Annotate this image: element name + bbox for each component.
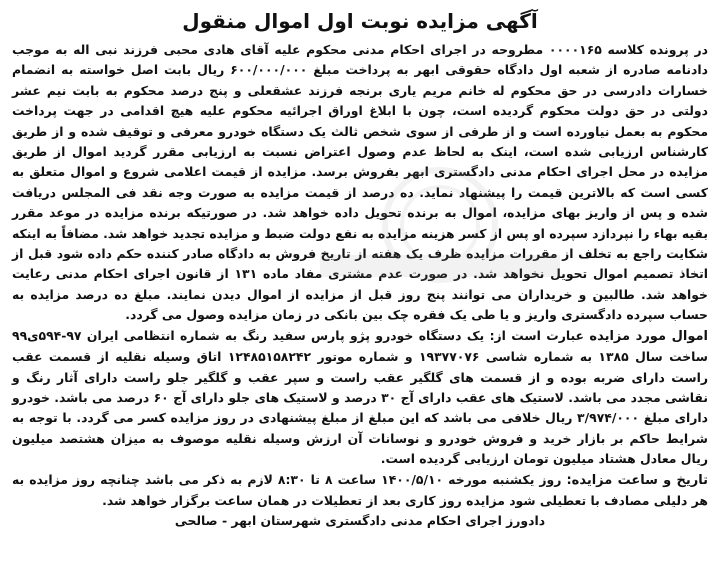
paragraph-lead: اموال مورد مزایده — [589, 328, 708, 344]
notice-body — [12, 40, 708, 511]
notice-title: آگهی مزایده نوبت اول اموال منقول — [182, 9, 538, 33]
paragraph-text: عبارت است از: یک دستگاه خودرو پژو پارس سفید رنگ به شماره انتظامی ایران ۹۷-۵۹۴ی۹۹ ساخت سال ۱۳۸۵ به شماره شاسی ۱۹۳۷۷۰۷۶ و شماره موتور ۱۲۴۸۵۱۵۸۲۴۲ اتاق وسیله نقلیه از قسمت عقب راست دارای ضربه بوده و از قسمت های گلگیر عقب راست و سپر عقب و گلگیر جلو راست دارای آثار رنگ و نقاشی مجدد می باشد. لاستیک های عقب دارای آج ۳۰ درصد و لاستیک های جلو دارای آج ۶۰ درصد می باشد. خودرو دارای مبلغ ۳/۹۷۴/۰۰۰ ریال خلافی می باشد که این مبلغ از مبلغ پیشنهادی در روز مزایده کسر می گردد. با توجه به شرایط حاکم بر بازار خرید و فروش خودرو و نوسانات آن ارزش وسیله نقلیه موصوف به میزان هشتصد میلیون ریال معادل هشتاد میلیون تومان ارزیابی گردیده است. — [12, 327, 708, 467]
notice-paragraph-property — [12, 326, 708, 470]
paragraph-text: روز یکشنبه مورخه ۱۴۰۰/۵/۱۰ ساعت ۸ تا ۸:۳۰ لازم به ذکر می باشد چنانچه روز مزایده به هر دلیلی مصادف با تعطیلی شود مزایده روز کاری بعد از تعطیلات در همان ساعت برگزار خواهد شد. — [12, 471, 708, 508]
paragraph-lead: تاریخ و ساعت مزایده: — [566, 472, 709, 488]
notice-paragraph-intro — [12, 40, 708, 326]
paragraph-text: در پرونده کلاسه ۰۰۰۰۱۶۵ مطروحه در اجرای احکام مدنی محکوم علیه آقای هادی محبی فرزند نبی اله به موجب دادنامه صادره از شعبه اول دادگاه حقوقی ابهر به پرداخت مبلغ ۶۰۰/۰۰۰/۰۰۰ ریال بابت اصل خواسته به انضمام خسارات دادرسی در حق محکوم له خانم مریم یاری برنجه فرزند عشقعلی و پنج درصد محکوم به بابت نیم عشر دولتی در حق دولت محکوم گردیده است، چون با ابلاغ اوراق اجرائیه محکوم علیه هیچ اقدامی در جهت پرداخت محکوم به بعمل نیاورده است و از طرفی از سوی شخص ثالث یک دستگاه خودرو معرفی و توقیف شده و از طریق کارشناس ارزیابی شده است، اینک به لحاظ عدم وصول اعتراض نسبت به ارزیابی مقرر گردید اموال از طریق مزایده در محل اجرای احکام مدنی دادگستری ابهر بفروش برسد. مزایده از قیمت اعلامی شروع و اموال متعلق به کسی است که بالاترین قیمت را پیشنهاد نماید. ده درصد از قیمت مزایده به صورت وجه نقد فی المجلس دریافت شده و پس از واریز بهای مزایده، اموال به برنده تحویل داده خواهد شد. در صورتیکه برنده مزایده در موعد مقرر بقیه بهاء را نپردازد سپرده او پس از کسر هزینه مزایده به نفع دولت ضبط و مزایده تجدید خواهد شد. مضافاً به اینکه شکایت راجع به تخلف از مقررات مزایده ظرف یک هفته از تاریخ فروش به دادگاه صادر کننده حکم داده شود قبل از اتخاذ تصمیم اموال تحویل نخواهد شد. در صورت عدم مشتری مفاد ماده ۱۳۱ از قانون اجرای احکام مدنی رعایت خواهد شد. طالبین و خریداران می توانند پنج روز قبل از مزایده از اموال دیدن نمایند. مبلغ ده درصد مزایده به حساب سپرده دادگستری واریز و یا طی یک فقره چک بین بانکی در زمان مزایده وصول می گردد. — [12, 42, 708, 323]
notice-paragraph-date — [12, 470, 708, 512]
notice-signature: دادورز اجرای احکام مدنی دادگستری شهرستان ابهر - صالحی — [174, 513, 546, 529]
